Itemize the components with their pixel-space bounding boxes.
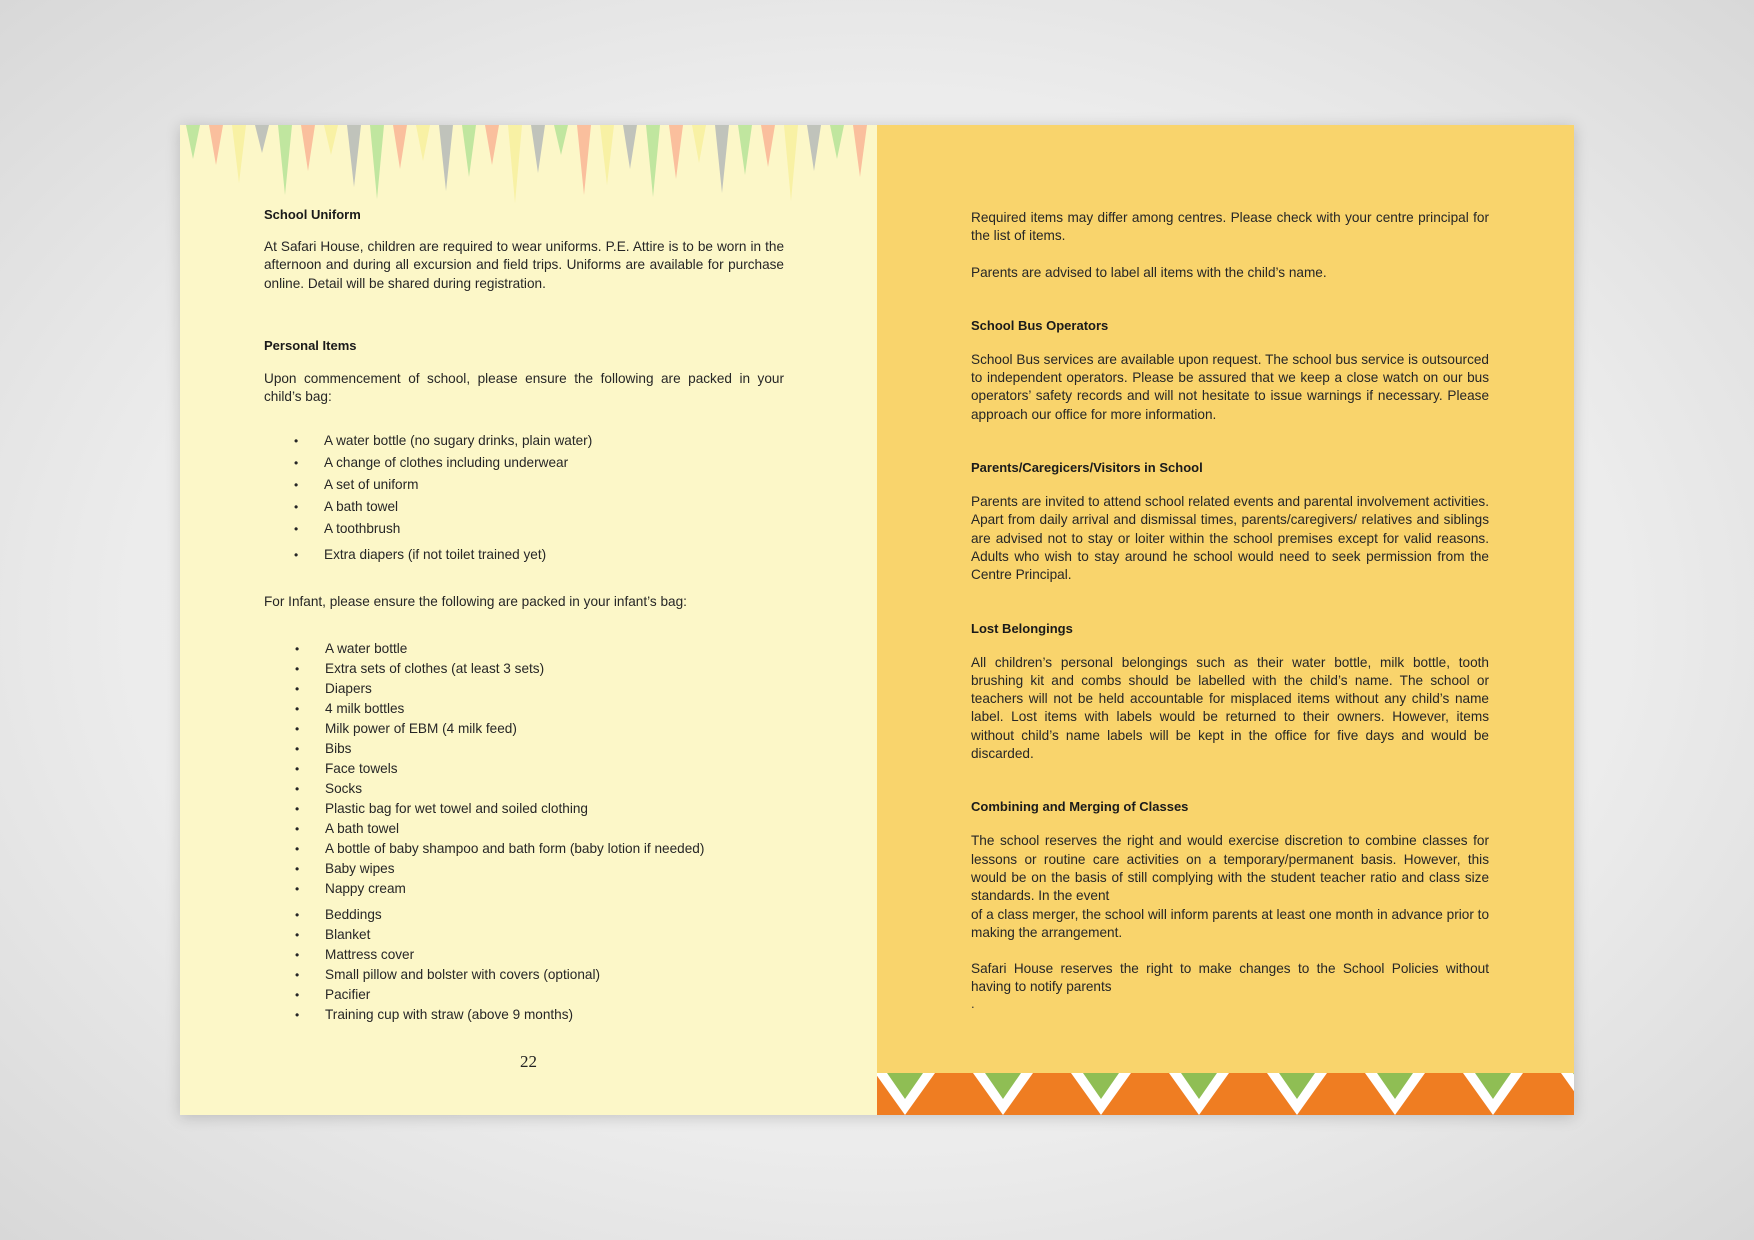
lost-belongings-text: All children’s personal belongings such as their water bottle, milk bottle, tooth brushing kit and combs should be labelled with the child’s name. The school or teachers will not be held accountable for misplaced items without any child’s name label. Lost items with labels would be returned to their owners. However, items without child’s name labels will be kept in the office for five days and would be discarded.	[971, 654, 1489, 762]
school-uniform-text: At Safari House, children are required to wear uniforms. P.E. Attire is to be worn in the afternoon and during all excursion and field trips. Uniforms are available for purchase online. Detail will be shared during registration.	[264, 239, 784, 291]
list-item: • Mattress cover	[265, 945, 784, 965]
list-item: • Training cup with straw (above 9 months)	[265, 1005, 784, 1025]
list-item: • Milk power of EBM (4 milk feed)	[265, 719, 784, 739]
list-item: • Extra sets of clothes (at least 3 sets)	[265, 659, 784, 679]
left-column	[264, 207, 784, 1025]
list-item: • A bottle of baby shampoo and bath form (baby lotion if needed)	[265, 839, 784, 859]
list-item: • Nappy cream	[265, 879, 784, 899]
personal-items-intro: Upon commencement of school, please ensure the following are packed in your child’s bag:	[264, 370, 784, 405]
school-bus-title: School Bus Operators	[971, 317, 1109, 333]
trailing-dot: .	[971, 995, 975, 1011]
combining-classes-title: Combining and Merging of Classes	[971, 799, 1189, 815]
list-item: • A water bottle (no sugary drinks, plain water)	[264, 430, 784, 452]
list-item: • Socks	[265, 779, 784, 799]
combining-classes-text-1: The school reserves the right and would exercise discretion to combine classes for lessons or routine care activities on a temporary/permanent basis. However, this would be on the basis of still complying with the student teacher ratio and class size standards. In the event	[971, 833, 1489, 904]
list-item: • Baby wipes	[265, 859, 784, 879]
infant-items-intro: For Infant, please ensure the following are packed in your infant’s bag:	[264, 594, 687, 610]
zigzag-border-icon	[877, 1073, 1574, 1115]
list-item: • Blanket	[265, 925, 784, 945]
list-item: • Face towels	[265, 759, 784, 779]
child-items-list	[264, 430, 784, 566]
infant-items-list	[265, 639, 784, 1025]
right-column	[971, 209, 1489, 1011]
personal-items-title: Personal Items	[264, 337, 357, 353]
visitors-text: Parents are invited to attend school related events and parental involvement activities. Apart from daily arrival and dismissal times, parents/caregivers/ relatives and siblings are advised not to stay or loiter within the school premises except for valid reasons. Adults who wish to stay around he school would need to seek permission from the Centre Principal.	[971, 494, 1489, 583]
bunting-icon	[180, 125, 877, 205]
list-item: • A toothbrush	[264, 518, 784, 540]
list-item: • Bibs	[265, 739, 784, 759]
school-bus-text: School Bus services are available upon request. The school bus service is outsourced to independent operators. Please be assured that we keep a close watch on our bus operators’ safety records and will not hesitate to issue warnings if necessary. Please approach our office for more information.	[971, 351, 1489, 422]
list-item: • Small pillow and bolster with covers (optional)	[265, 965, 784, 985]
left-page	[180, 125, 877, 1115]
visitors-title: Parents/Caregicers/Visitors in School	[971, 460, 1203, 476]
combining-classes-text-2: of a class merger, the school will inform parents at least one month in advance prior to making the arrangement.	[971, 906, 1489, 940]
list-item: • A water bottle	[265, 639, 784, 659]
label-note: Parents are advised to label all items with the child’s name.	[971, 264, 1327, 280]
list-item: • Extra diapers (if not toilet trained yet)	[264, 544, 784, 566]
list-item: • A bath towel	[264, 496, 784, 518]
booklet-spread	[180, 125, 1574, 1115]
right-page	[877, 125, 1574, 1115]
list-item: • Pacifier	[265, 985, 784, 1005]
school-uniform-title: School Uniform	[264, 207, 361, 222]
lost-belongings-title: Lost Belongings	[971, 620, 1073, 636]
list-item: • Plastic bag for wet towel and soiled clothing	[265, 799, 784, 819]
list-item: • A bath towel	[265, 819, 784, 839]
list-item: • Diapers	[265, 679, 784, 699]
page-number: 22	[520, 1052, 537, 1071]
required-items-note: Required items may differ among centres. Please check with your centre principal for the list of items.	[971, 210, 1489, 244]
policy-note: Safari House reserves the right to make changes to the School Policies without having to notify parents	[971, 961, 1489, 995]
list-item: • 4 milk bottles	[265, 699, 784, 719]
list-item: • A set of uniform	[264, 474, 784, 496]
list-item: • Beddings	[265, 905, 784, 925]
list-item: • A change of clothes including underwear	[264, 452, 784, 474]
